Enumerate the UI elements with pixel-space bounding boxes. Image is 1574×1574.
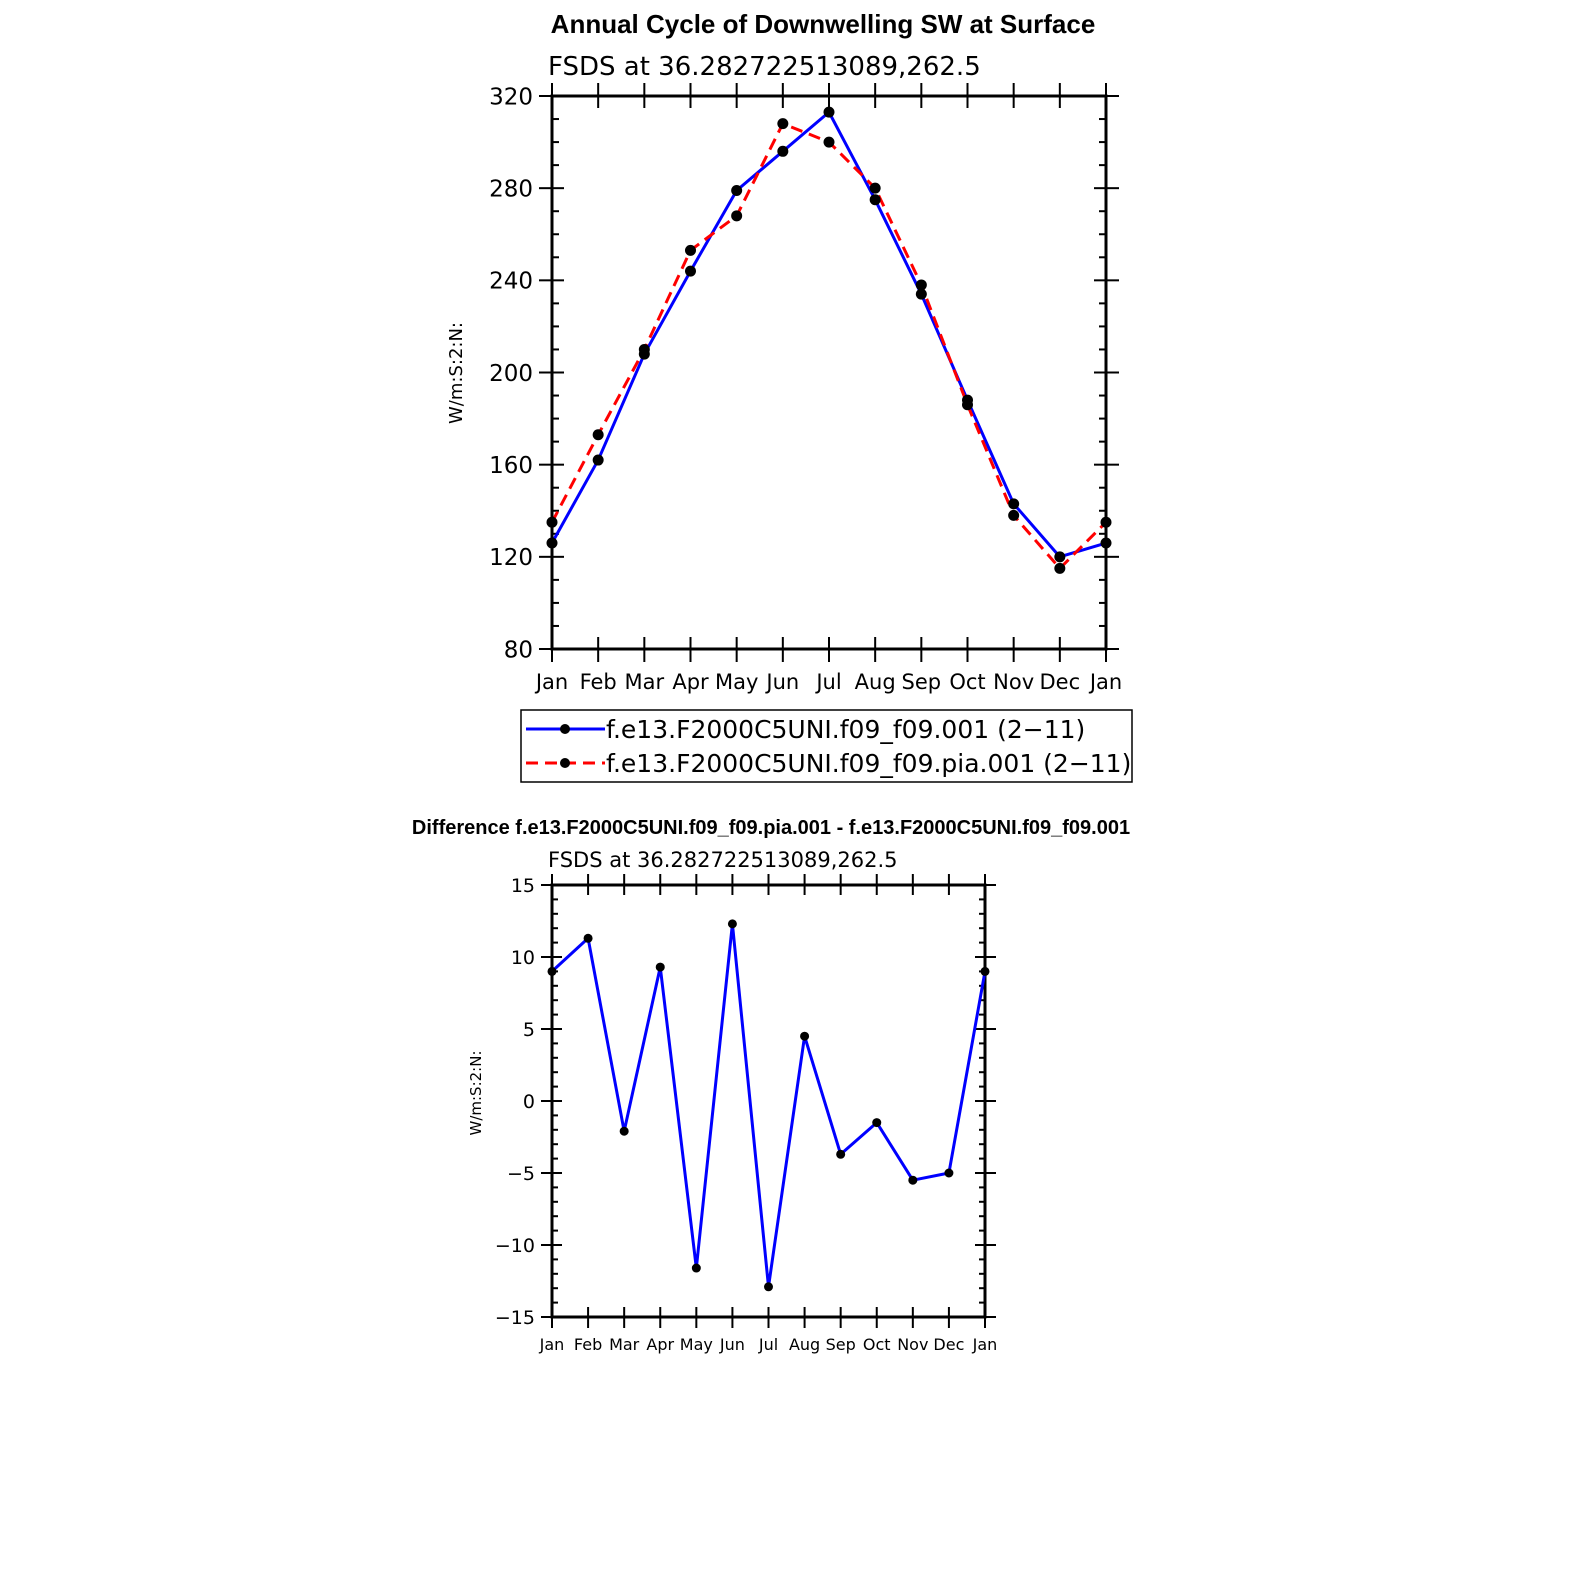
data-point-2	[685, 245, 696, 256]
data-point-1	[593, 455, 604, 466]
y-tick-label: 5	[522, 1018, 535, 1041]
x-tick-label: Jul	[758, 1335, 779, 1354]
data-point-2	[639, 344, 650, 355]
chart-1-subtitle: FSDS at 36.282722513089,262.5	[548, 52, 981, 82]
chart-2-subtitle: FSDS at 36.282722513089,262.5	[548, 848, 898, 872]
data-point-1	[1101, 538, 1112, 549]
data-point-1	[824, 107, 835, 118]
chart-2-ylabel: W/m:S:2:N:	[467, 1050, 485, 1136]
data-point-1	[800, 1032, 809, 1041]
data-point-2	[962, 399, 973, 410]
x-tick-label: Jun	[766, 670, 800, 694]
x-tick-label: Aug	[854, 670, 896, 694]
y-tick-label: 160	[489, 452, 533, 479]
data-point-1	[1008, 498, 1019, 509]
x-tick-label: Oct	[949, 670, 986, 694]
data-point-1	[836, 1150, 845, 1159]
data-point-1	[764, 1282, 773, 1291]
data-point-1	[872, 1118, 881, 1127]
chart-1	[446, 9, 1132, 782]
y-tick-label: 0	[522, 1090, 535, 1113]
legend-entry-2: f.e13.F2000C5UNI.f09_f09.pia.001 (2−11)	[606, 749, 1132, 778]
data-point-1	[547, 538, 558, 549]
data-point-2	[870, 183, 881, 194]
legend-entry-1: f.e13.F2000C5UNI.f09_f09.001 (2−11)	[606, 715, 1086, 744]
data-point-1	[656, 963, 665, 972]
y-tick-label: 240	[489, 268, 533, 295]
data-point-1	[944, 1169, 953, 1178]
x-tick-label: Jan	[535, 670, 569, 694]
data-point-2	[547, 517, 558, 528]
chart-2-title: Difference f.e13.F2000C5UNI.f09_f09.pia.001 - f.e13.F2000C5UNI.f09_f09.001	[411, 817, 1131, 839]
y-tick-label: 120	[489, 545, 533, 572]
chart-1-legend	[521, 710, 1132, 782]
x-tick-label: May	[714, 670, 759, 694]
x-tick-label: Dec	[1039, 670, 1081, 694]
y-tick-label: 15	[510, 874, 535, 897]
plot-frame	[552, 885, 985, 1317]
x-tick-label: Sep	[901, 670, 942, 694]
data-point-2	[1054, 563, 1065, 574]
chart-1-ylabel: W/m:S:2:N:	[446, 322, 467, 424]
data-point-1	[584, 934, 593, 943]
data-point-2	[731, 210, 742, 221]
y-tick-label: 280	[489, 176, 533, 203]
x-tick-label: May	[679, 1335, 713, 1354]
x-tick-label: Apr	[672, 670, 709, 694]
data-point-2	[1008, 510, 1019, 521]
chart-2	[412, 817, 1130, 1354]
y-tick-label: 80	[503, 637, 533, 664]
y-tick-label: 10	[510, 946, 535, 969]
data-point-1	[692, 1264, 701, 1273]
x-tick-label: Jan	[539, 1335, 565, 1354]
data-point-2	[824, 137, 835, 148]
data-point-1	[981, 967, 990, 976]
y-tick-label: −15	[494, 1306, 535, 1329]
x-tick-label: Mar	[609, 1335, 640, 1354]
x-tick-label: Nov	[993, 670, 1035, 694]
chart-1-plot	[489, 83, 1122, 694]
x-tick-label: Oct	[862, 1335, 891, 1354]
data-point-2	[916, 279, 927, 290]
x-tick-label: Jan	[972, 1335, 998, 1354]
y-tick-label: 200	[489, 360, 533, 387]
chart-1-title: Annual Cycle of Downwelling SW at Surface	[550, 9, 1096, 39]
x-tick-label: Nov	[897, 1335, 929, 1354]
legend-marker-blue	[560, 724, 570, 734]
x-tick-label: Jul	[816, 670, 842, 694]
y-tick-label: −5	[506, 1162, 535, 1185]
data-point-1	[620, 1127, 629, 1136]
data-point-2	[1101, 517, 1112, 528]
data-point-1	[777, 146, 788, 157]
series-line-2	[552, 124, 1106, 569]
y-tick-label: −10	[494, 1234, 535, 1257]
x-tick-label: Apr	[646, 1335, 675, 1354]
data-point-1	[685, 266, 696, 277]
x-tick-label: Jan	[1089, 670, 1123, 694]
data-point-1	[548, 967, 557, 976]
data-point-2	[777, 118, 788, 129]
data-point-1	[870, 194, 881, 205]
x-tick-label: Mar	[624, 670, 665, 694]
legend-marker-red	[560, 758, 570, 768]
data-point-1	[1054, 551, 1065, 562]
x-tick-label: Feb	[573, 1335, 603, 1354]
data-point-1	[731, 185, 742, 196]
chart-2-plot	[495, 874, 997, 1354]
x-tick-label: Jun	[719, 1335, 745, 1354]
series-line-1	[552, 112, 1106, 557]
y-tick-label: 320	[489, 84, 533, 111]
x-tick-label: Sep	[825, 1335, 856, 1354]
x-tick-label: Feb	[579, 670, 617, 694]
data-point-1	[728, 919, 737, 928]
x-tick-label: Dec	[933, 1335, 965, 1354]
data-point-1	[908, 1176, 917, 1185]
series-line-1	[552, 924, 985, 1287]
data-point-2	[593, 429, 604, 440]
x-tick-label: Aug	[788, 1335, 821, 1354]
